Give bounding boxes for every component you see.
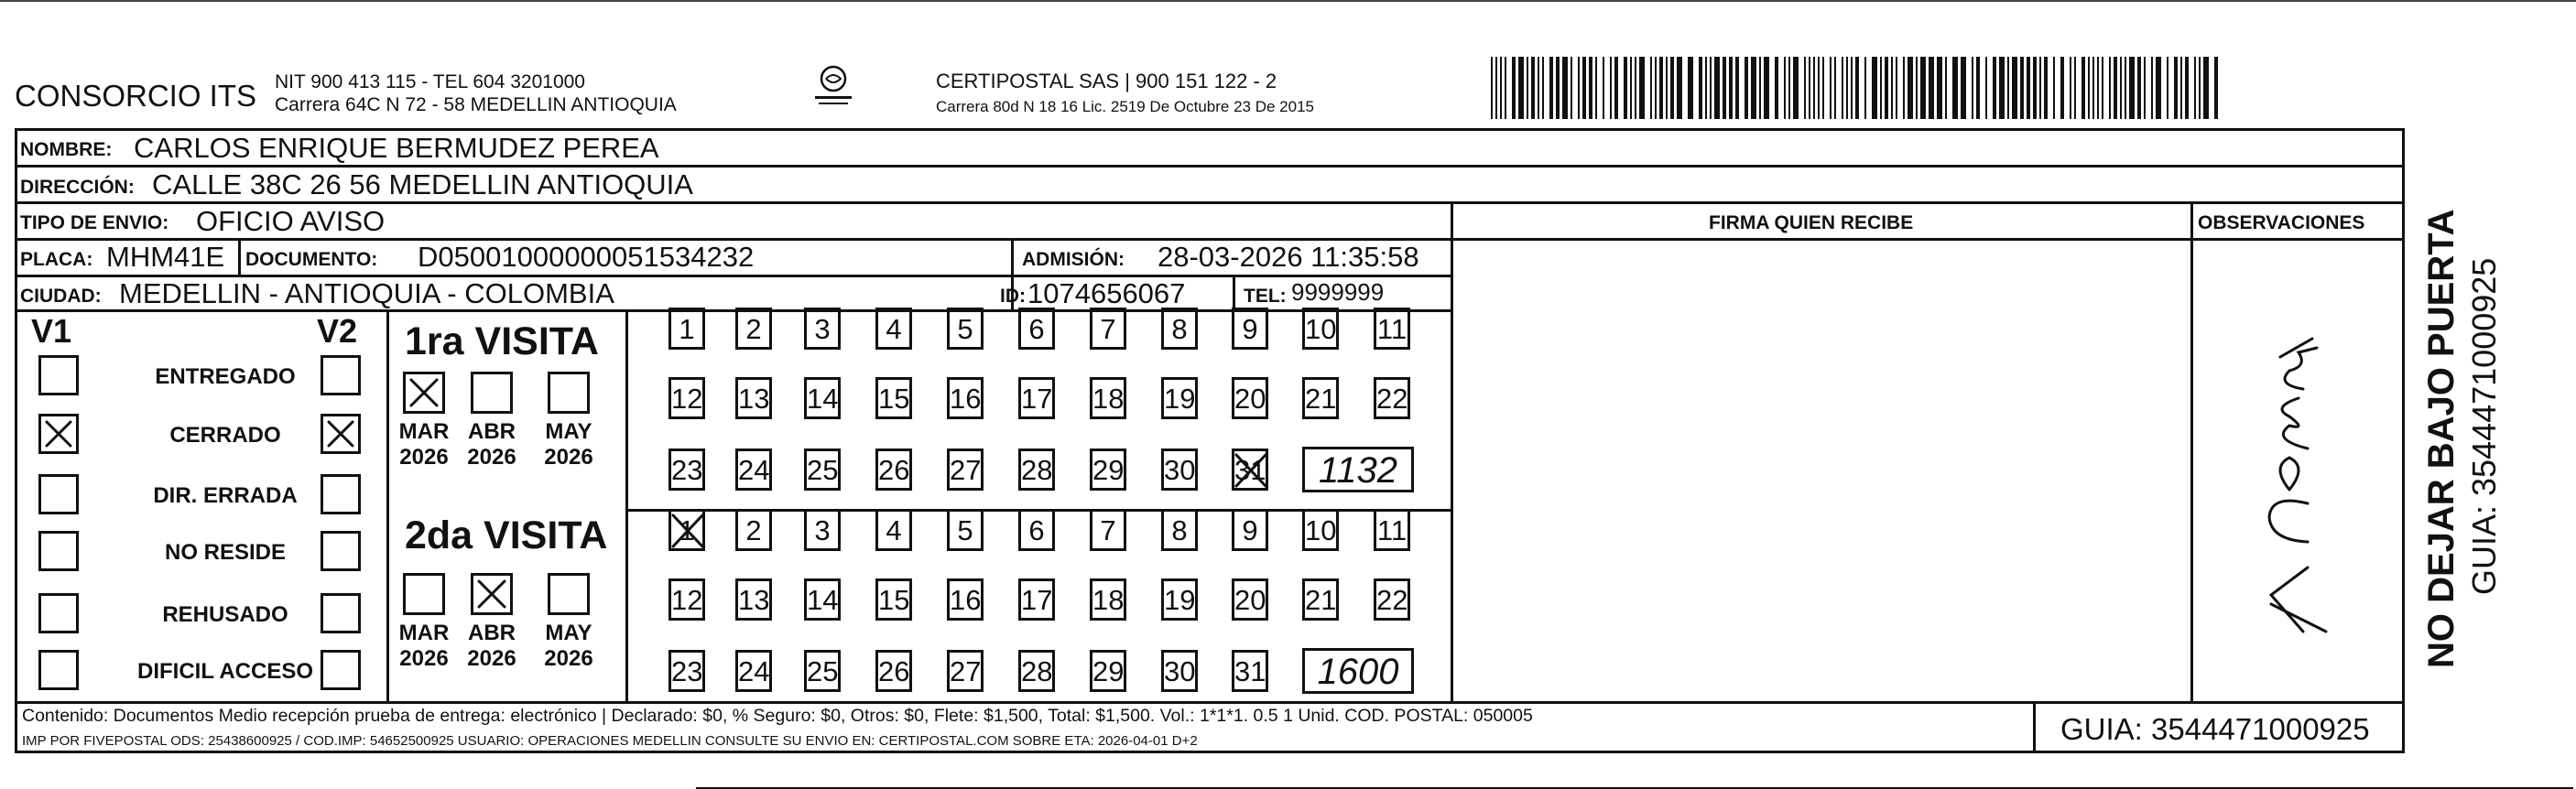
visit1-day[interactable]: 30 [1161, 449, 1198, 491]
visit1-month-label: MAR 2026 [398, 419, 450, 470]
visit1-day[interactable]: 28 [1018, 449, 1055, 491]
v2-checkbox[interactable] [321, 474, 361, 514]
visit1-day[interactable]: 26 [875, 449, 912, 491]
status-label: DIFICIL ACCESO [136, 659, 313, 684]
visit2-day[interactable]: 12 [668, 578, 705, 621]
company-nit: NIT 900 413 115 - TEL 604 3201000 [275, 71, 585, 92]
side-guia: GUIA: 3544471000925 [2465, 257, 2503, 595]
visit2-day[interactable]: 11 [1374, 509, 1410, 551]
visit2-day[interactable]: 31 [1232, 650, 1268, 692]
company-name: CONSORCIO ITS [15, 79, 257, 113]
firma-header: FIRMA QUIEN RECIBE [1709, 212, 1914, 233]
status-label: CERRADO [169, 423, 281, 448]
ciudad-label: CIUDAD: [20, 286, 102, 307]
visit2-day[interactable]: 26 [875, 650, 912, 692]
visit2-day[interactable]: 19 [1161, 578, 1198, 621]
visit1-day[interactable]: 18 [1090, 377, 1126, 419]
visit1-month-label: ABR 2026 [467, 419, 516, 470]
v2-checkbox[interactable] [321, 531, 361, 571]
visit2-day[interactable]: 23 [668, 650, 705, 692]
visit1-day[interactable]: 4 [875, 308, 912, 350]
visit2-month-label: MAR 2026 [398, 621, 450, 671]
visit2-day[interactable]: 1 [668, 509, 705, 551]
v2-checkbox[interactable] [321, 650, 361, 690]
visit2-day[interactable]: 27 [947, 650, 984, 692]
id-label: ID: [1000, 286, 1026, 307]
visit1-day[interactable]: 21 [1302, 377, 1339, 419]
footer-guia: GUIA: 3544471000925 [2060, 712, 2370, 746]
documento-label: DOCUMENTO: [245, 249, 378, 270]
status-label: NO RESIDE [164, 540, 287, 565]
tipo-envio-label: TIPO DE ENVIO: [20, 212, 169, 233]
barcode [1491, 57, 2222, 119]
nombre-value: CARLOS ENRIQUE BERMUDEZ PEREA [134, 132, 659, 164]
company-address: Carrera 64C N 72 - 58 MEDELLIN ANTIOQUIA [275, 94, 677, 115]
visit1-day[interactable]: 16 [947, 377, 984, 419]
v1-checkbox[interactable] [38, 355, 79, 395]
visit1-day[interactable]: 14 [804, 377, 841, 419]
visit1-day[interactable]: 23 [668, 449, 705, 491]
nombre-label: NOMBRE: [20, 139, 113, 160]
visit2-day[interactable]: 15 [875, 578, 912, 621]
visit1-day[interactable]: 10 [1302, 308, 1339, 350]
visit1-day[interactable]: 1 [668, 308, 705, 350]
visit2-day[interactable]: 14 [804, 578, 841, 621]
visit1-day[interactable]: 6 [1018, 308, 1055, 350]
visit2-time: 1600 [1302, 648, 1414, 694]
visit1-day[interactable]: 12 [668, 377, 705, 419]
v1-header: V1 [31, 312, 72, 350]
observacion-handwriting [2234, 330, 2344, 659]
visit2-day[interactable]: 3 [804, 509, 841, 551]
visit1-day[interactable]: 17 [1018, 377, 1055, 419]
visit1-day[interactable]: 7 [1090, 308, 1126, 350]
visit2-month-checkbox[interactable] [403, 573, 445, 615]
visit2-day[interactable]: 7 [1090, 509, 1126, 551]
status-label: ENTREGADO [155, 364, 296, 389]
courier-name: CERTIPOSTAL SAS | 900 151 122 - 2 [936, 70, 1277, 92]
courier-address: Carrera 80d N 18 16 Lic. 2519 De Octubre 23 De 2015 [936, 98, 1314, 115]
direccion-label: DIRECCIÓN: [20, 177, 135, 198]
visit1-day[interactable]: 5 [947, 308, 984, 350]
status-label: DIR. ERRADA [153, 483, 298, 508]
v2-checkbox[interactable] [321, 355, 361, 395]
v2-checkbox[interactable] [321, 593, 361, 633]
visit2-day[interactable]: 28 [1018, 650, 1055, 692]
direccion-value: CALLE 38C 26 56 MEDELLIN ANTIOQUIA [152, 168, 693, 200]
visit1-month-label: MAY 2026 [544, 419, 593, 470]
visit1-day[interactable]: 19 [1161, 377, 1198, 419]
v2-header: V2 [317, 312, 358, 350]
tel-value: 9999999 [1291, 278, 1385, 306]
placa-label: PLACA: [20, 249, 93, 270]
visit1-month-checkbox[interactable] [471, 372, 513, 414]
visit1-time: 1132 [1302, 447, 1414, 492]
visit1-day[interactable]: 25 [804, 449, 841, 491]
visit2-day[interactable]: 21 [1302, 578, 1339, 621]
visit1-day[interactable]: 15 [875, 377, 912, 419]
visit2-day[interactable]: 29 [1090, 650, 1126, 692]
v1-checkbox[interactable] [38, 650, 79, 690]
visit1-day[interactable]: 9 [1232, 308, 1268, 350]
visit2-title: 2da VISITA [405, 513, 608, 557]
visit2-month-label: ABR 2026 [467, 621, 516, 671]
visit2-day[interactable]: 6 [1018, 509, 1055, 551]
visit2-day[interactable]: 20 [1232, 578, 1268, 621]
visit1-month-checkbox[interactable] [548, 372, 590, 414]
visit2-day[interactable]: 25 [804, 650, 841, 692]
visit1-day[interactable]: 31 [1232, 449, 1268, 491]
v1-checkbox[interactable] [38, 531, 79, 571]
status-label: REHUSADO [162, 602, 288, 627]
visit1-month-checkbox[interactable] [403, 372, 445, 414]
footer-contenido: Contenido: Documentos Medio recepción prueba de entrega: electrónico | Declarado: $0, % Seguro: $0, Otros: $0, Flete: $1,500, Total: $1,500. Vol.: 1*1*1. 0.5 1 Unid. COD. POSTAL: 050005 [22, 706, 1533, 726]
id-value: 1074656067 [1027, 277, 1186, 309]
visit1-day[interactable]: 29 [1090, 449, 1126, 491]
admision-label: ADMISIÓN: [1022, 249, 1125, 270]
visit2-day[interactable]: 9 [1232, 509, 1268, 551]
visit1-title: 1ra VISITA [405, 319, 599, 363]
visit2-day[interactable]: 17 [1018, 578, 1055, 621]
visit2-day[interactable]: 30 [1161, 650, 1198, 692]
placa-value: MHM41E [106, 241, 225, 273]
documento-value: D05001000000051534232 [418, 241, 755, 273]
visit1-day[interactable]: 22 [1374, 377, 1410, 419]
visit2-day[interactable]: 13 [735, 578, 772, 621]
visit1-day[interactable]: 24 [735, 449, 772, 491]
visit1-day[interactable]: 8 [1161, 308, 1198, 350]
visit1-day[interactable]: 27 [947, 449, 984, 491]
no-dejar-bajo-puerta: NO DEJAR BAJO PUERTA [2421, 209, 2462, 668]
visit1-day[interactable]: 11 [1374, 308, 1410, 350]
tipo-envio-value: OFICIO AVISO [196, 205, 386, 237]
footer-imp: IMP POR FIVEPOSTAL ODS: 25438600925 / COD.IMP: 54652500925 USUARIO: OPERACIONES MEDELLIN CONSULTE SU ENVIO EN: CERTIPOSTAL.COM SOBRE ETA: 2026-04-01 D+2 [22, 733, 1198, 749]
tel-label: TEL: [1244, 286, 1287, 307]
v2-checkbox[interactable] [321, 414, 361, 454]
visit2-day[interactable]: 10 [1302, 509, 1339, 551]
visit2-month-checkbox[interactable] [548, 573, 590, 615]
visit1-day[interactable]: 20 [1232, 377, 1268, 419]
visit2-day[interactable]: 8 [1161, 509, 1198, 551]
visit2-day[interactable]: 18 [1090, 578, 1126, 621]
visit2-day[interactable]: 2 [735, 509, 772, 551]
v1-checkbox[interactable] [38, 474, 79, 514]
visit2-day[interactable]: 16 [947, 578, 984, 621]
admision-value: 28-03-2026 11:35:58 [1158, 241, 1419, 273]
observaciones-header: OBSERVACIONES [2198, 212, 2365, 233]
visit2-day[interactable]: 22 [1374, 578, 1410, 621]
visit2-day[interactable]: 24 [735, 650, 772, 692]
visit1-day[interactable]: 2 [735, 308, 772, 350]
visit2-month-checkbox[interactable] [471, 573, 513, 615]
visit1-day[interactable]: 3 [804, 308, 841, 350]
visit1-day[interactable]: 13 [735, 377, 772, 419]
certipostal-logo [806, 64, 861, 110]
v1-checkbox[interactable] [38, 414, 79, 454]
visit2-day[interactable]: 4 [875, 509, 912, 551]
visit2-month-label: MAY 2026 [544, 621, 593, 671]
ciudad-value: MEDELLIN - ANTIOQUIA - COLOMBIA [119, 277, 614, 309]
v1-checkbox[interactable] [38, 593, 79, 633]
visit2-day[interactable]: 5 [947, 509, 984, 551]
